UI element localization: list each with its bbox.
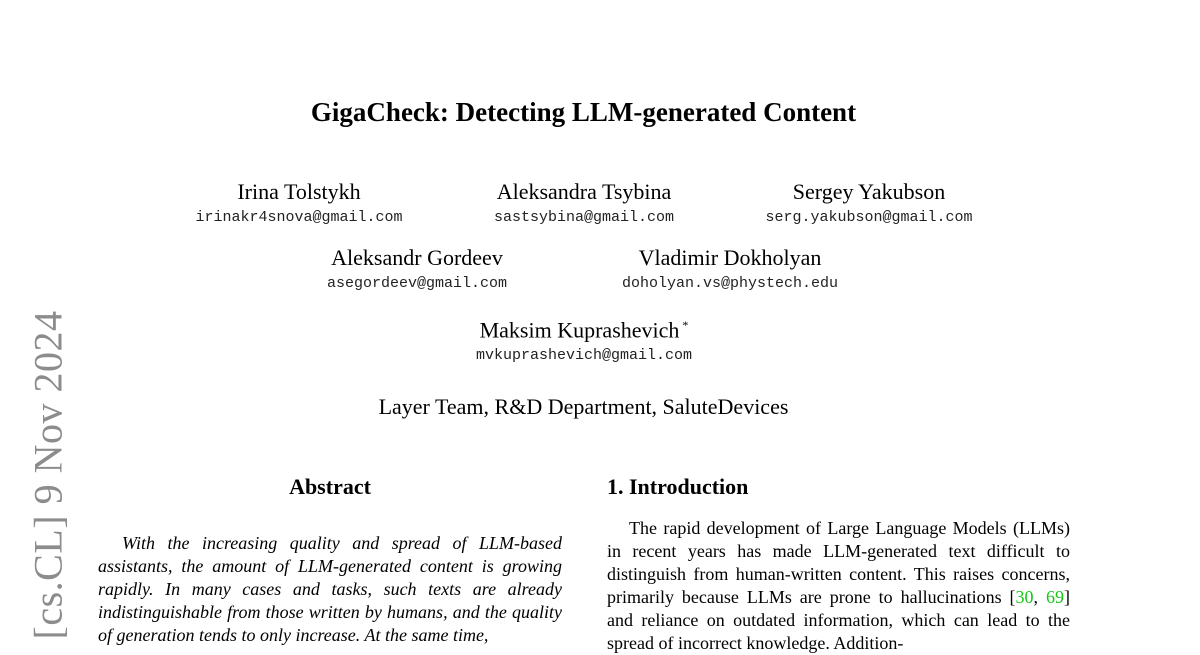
author-block xyxy=(622,245,838,294)
author-email[interactable]: serg.yakubson@gmail.com xyxy=(765,209,973,226)
citation-link[interactable]: 30 xyxy=(1015,587,1034,607)
author-name: Sergey Yakubson xyxy=(792,179,946,204)
author-name: Irina Tolstykh xyxy=(237,179,361,204)
introduction-text xyxy=(607,517,1070,655)
affiliation: Layer Team, R&D Department, SaluteDevices xyxy=(378,394,789,419)
author-block xyxy=(327,245,507,294)
introduction-heading: 1. Introduction xyxy=(607,474,749,499)
author-name: Vladimir Dokholyan xyxy=(638,245,822,270)
author-block xyxy=(195,179,402,228)
abstract-text: With the increasing quality and spread of LLM-based assistants, the amount of LLM-generated content is growing rapidly. In many cases and tasks, such texts are already indistinguishable from those written by humans, and the quality of generation tends to only increase. At the same time, xyxy=(98,533,562,645)
author-email[interactable]: asegordeev@gmail.com xyxy=(326,275,508,292)
citation-separator: , xyxy=(1033,587,1046,607)
author-email[interactable]: sastsybina@gmail.com xyxy=(493,209,675,226)
author-block xyxy=(765,179,972,228)
author-email[interactable]: doholyan.vs@phystech.edu xyxy=(621,275,839,292)
author-email[interactable]: mvkuprashevich@gmail.com xyxy=(475,347,693,365)
abstract-heading: Abstract xyxy=(289,474,371,499)
author-block xyxy=(494,179,674,228)
intro-text-part: ] and reliance on outdated information, which can lead to the spread of incorrect knowledge. Addition- xyxy=(607,587,1070,653)
intro-text-part: The rapid development of Large Language Models (LLMs) in recent years has made LLM-generated text difficult to distinguish from human-written content. This raises concerns, primarily because LLMs are prone to hallucinations [ xyxy=(607,518,1070,607)
author-block xyxy=(476,312,692,366)
arxiv-stamp: [cs.CL] 9 Nov 2024 xyxy=(25,310,71,640)
author-name xyxy=(476,312,692,343)
author-name: Aleksandra Tsybina xyxy=(496,179,672,204)
footnote-mark[interactable]: * xyxy=(682,318,689,332)
author-email[interactable]: irinakr4snova@gmail.com xyxy=(195,209,403,226)
author-name: Aleksandr Gordeev xyxy=(331,245,503,270)
author-name-text: Maksim Kuprashevich xyxy=(479,317,680,343)
citation-link[interactable]: 69 xyxy=(1046,587,1064,607)
paper-title: GigaCheck: Detecting LLM-generated Content xyxy=(310,97,857,127)
